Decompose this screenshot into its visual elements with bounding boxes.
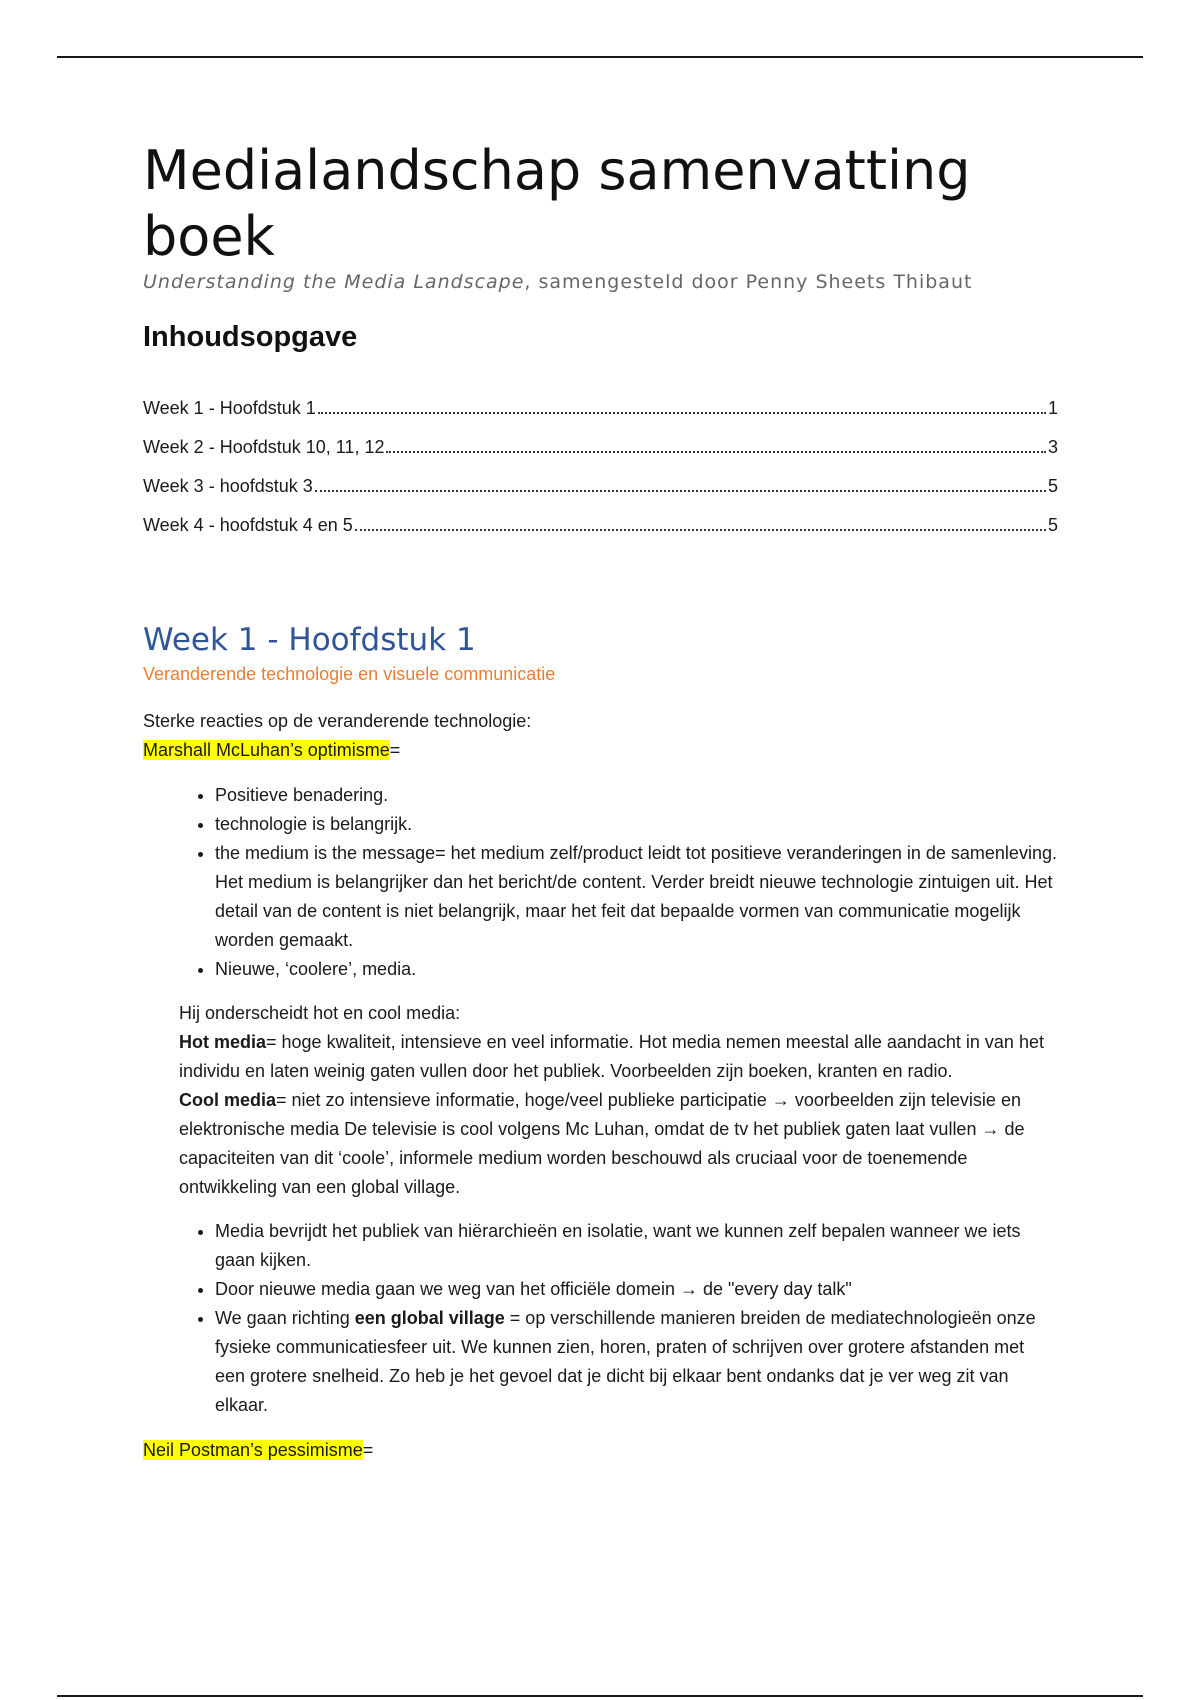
cool-media-label: Cool media [179,1090,277,1110]
global-village-pre: We gaan richting [215,1308,355,1328]
toc-entry-page: 3 [1047,437,1058,457]
hot-media-text: = hoge kwaliteit, intensieve en veel informatie. Hot media nemen meestal alle aandacht in van het individu en laten weinig gaten vullen door het publiek. Voorbeelden zijn boeken, kranten en radio. [179,1032,1044,1081]
table-of-contents [143,398,1058,554]
mcluhan-label: Marshall McLuhan’s optimisme [143,740,390,760]
toc-entry[interactable] [143,515,1058,554]
mcluhan-bullets [143,781,1058,984]
equals-sign: = [362,1440,374,1460]
toc-leader-dots [315,490,1046,492]
media-bullets [143,1217,1058,1420]
toc-entry-text: Week 2 - Hoofdstuk 10, 11, 12 [143,437,385,457]
toc-entry[interactable] [143,476,1058,515]
toc-leader-dots [318,412,1046,414]
list-item: • Nieuwe, ‘coolere’, media. [215,955,1058,984]
hot-media-paragraph [179,1028,1058,1086]
global-village-text: = op verschillende manieren breiden de mediatechnologieën onze fysieke communicatiesfeer uit. We kunnen zien, horen, praten of schrijven over grotere afstanden met een grotere snelheid. Zo heb je het gevoel dat je dicht bij elkaar bent ondanks dat je ver weg zit van elkaar. [215,1308,1036,1415]
list-item [215,1304,1058,1420]
toc-entry-page: 5 [1047,476,1058,496]
toc-entry-text: Week 1 - Hoofdstuk 1 [143,398,316,418]
toc-entry[interactable] [143,437,1058,476]
toc-entry-text: Week 3 - hoofdstuk 3 [143,476,313,496]
book-title: Understanding the Media Landscape [143,271,525,293]
week1-heading: Week 1 - Hoofdstuk 1 [143,622,476,658]
toc-entry-page: 1 [1047,398,1058,418]
document-title: Medialandschap samenvatting boek [143,139,971,268]
equals-sign: = [389,740,401,760]
list-item: • Media bevrijdt het publiek van hiërarchieën en isolatie, want we kunnen zelf bepalen wanneer we iets gaan kijken. [215,1217,1058,1275]
toc-entry-page: 5 [1047,515,1058,535]
mcluhan-line [143,736,1058,765]
top-rule [57,56,1143,58]
global-village-term: een global village [354,1308,505,1328]
hot-cool-intro: Hij onderscheidt hot en cool media: [179,1003,461,1023]
list-item: • Positieve benadering. [215,781,1058,810]
toc-entry[interactable] [143,398,1058,437]
postman-line [143,1436,1058,1465]
list-item: • technologie is belangrijk. [215,810,1058,839]
document-body [143,138,1058,1465]
subtitle-author: , samengesteld door Penny Sheets Thibaut [524,271,973,293]
toc-leader-dots [355,529,1046,531]
hot-cool-section [143,999,1058,1202]
hot-media-label: Hot media [179,1032,267,1052]
toc-entry-text: Week 4 - hoofdstuk 4 en 5 [143,515,353,535]
toc-heading: Inhoudsopgave [143,321,358,353]
list-item: • Door nieuwe media gaan we weg van het officiële domein → de "every day talk" [215,1275,1058,1304]
postman-label: Neil Postman’s pessimisme [143,1440,363,1460]
intro-text: Sterke reacties op de veranderende technologie: [143,711,532,731]
list-item: • the medium is the message= het medium zelf/product leidt tot positieve veranderingen in de samenleving. Het medium is belangrijker dan het bericht/de content. Verder breidt nieuwe technologie zintuigen uit. Het detail van de content is niet belangrijk, maar het feit dat bepaalde vormen van communicatie mogelijk worden gemaakt. [215,839,1058,955]
cool-media-paragraph [179,1086,1058,1202]
cool-media-text: = niet zo intensieve informatie, hoge/veel publieke participatie → voorbeelden zijn televisie en elektronische media De televisie is cool volgens Mc Luhan, omdat de tv het publiek gaten laat vullen → de capaciteiten van dit ‘coole’, informele medium worden beschouwd als cruciaal voor de toenemende ontwikkeling van een global village. [179,1090,1025,1197]
document-subtitle [143,271,1058,293]
bottom-rule [57,1695,1143,1697]
week1-subheading: Veranderende technologie en visuele communicatie [143,664,556,684]
toc-leader-dots [386,451,1046,453]
